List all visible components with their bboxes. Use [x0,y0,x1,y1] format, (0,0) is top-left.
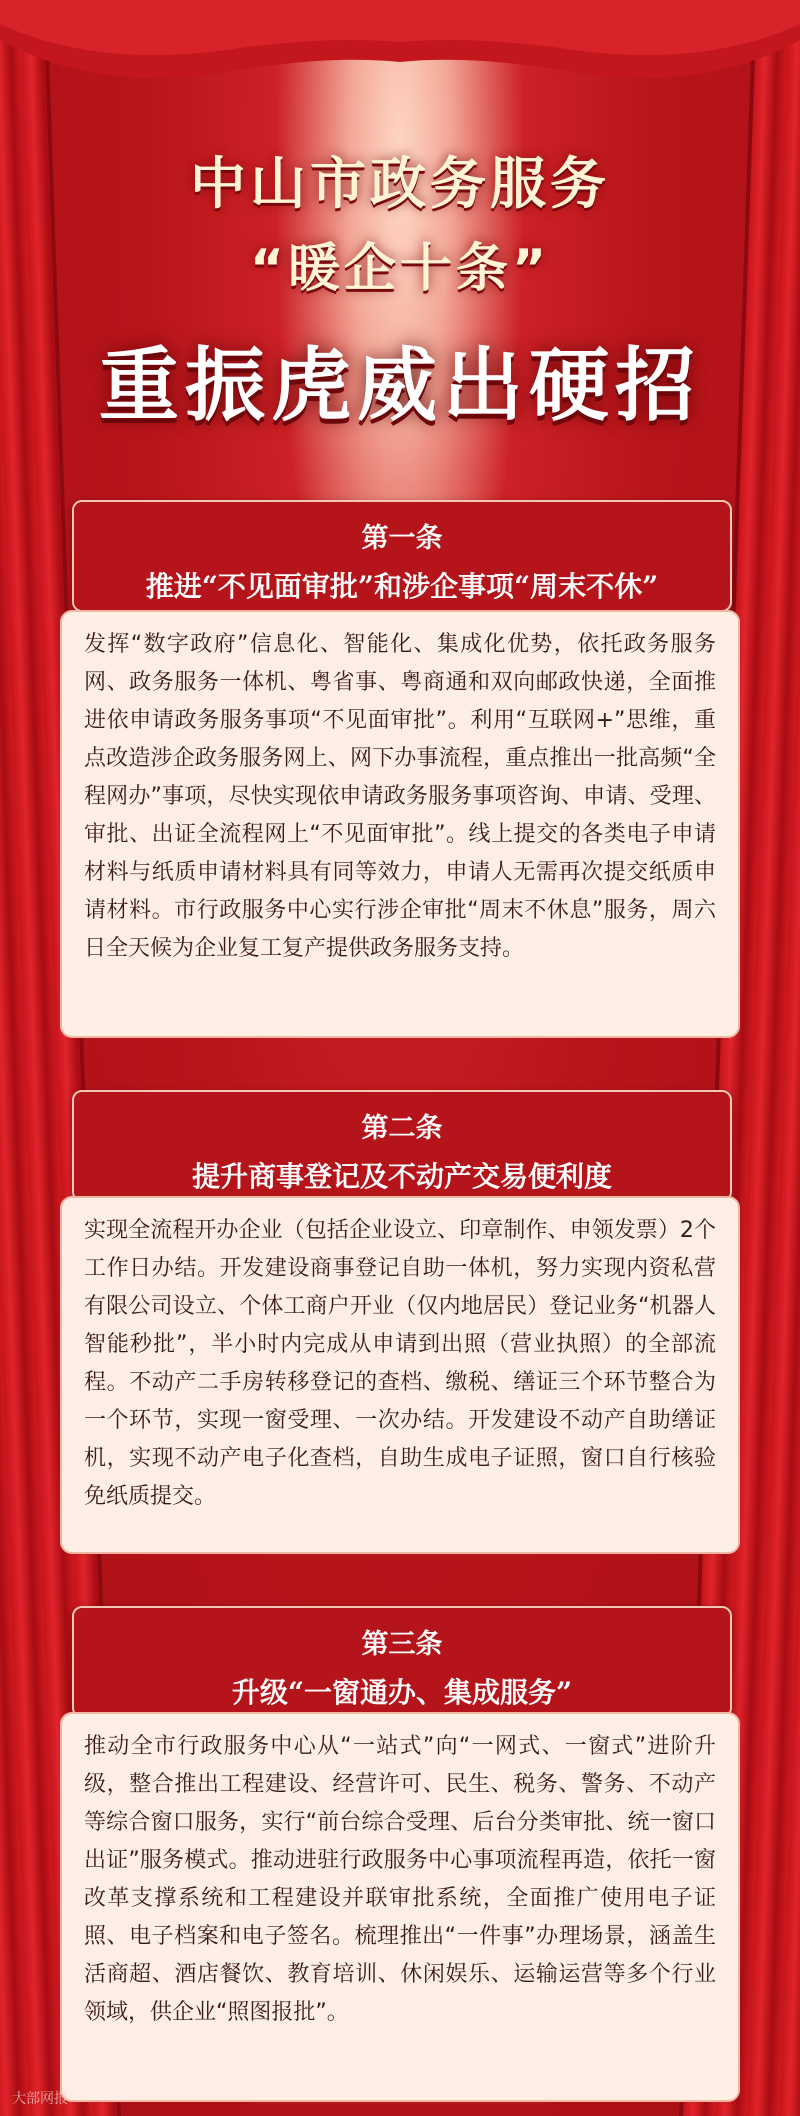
section-1-number: 第一条 [361,523,443,554]
section-1-title: 推进“不见面审批”和涉企事项“周末不休” [145,570,659,603]
section-3-header [72,1606,732,1718]
hero-title-line2: “暖企十条” [249,239,551,299]
watermark-text: 大部网报 [12,2091,68,2107]
section-2-header [72,1090,732,1202]
section-3-number: 第三条 [361,1629,443,1660]
section-2-number: 第二条 [361,1113,443,1144]
hero-title-line1: 中山市政务服务 [190,152,610,217]
hero-slogan: 重振虎威出硬招 [99,339,701,432]
section-1-header [72,500,732,612]
section-3-body: 推动全市行政服务中心从“一站式”向“一网式、一窗式”进阶升级，整合推出工程建设、经营许可、民生、税务、警务、不动产等综合窗口服务，实行“前台综合受理、后台分类审批、统一窗口出证”服务模式。推动进驻行政服务中心事项流程再造，依托一窗改革支撑系统和工程建设并联审批系统，全面推广使用电子证照、电子档案和电子签名。梳理推出“一件事”办理场景，涵盖生活商超、酒店餐饮、教育培训、休闲娱乐、运输运营等多个行业领域，供企业“照图报批”。 [60,1712,740,2102]
top-curtain-valance [0,0,800,110]
hero-title-block [0,140,800,436]
section-2-body: 实现全流程开办企业（包括企业设立、印章制作、申领发票）2个工作日办结。开发建设商事登记自助一体机，努力实现内资私营有限公司设立、个体工商户开业（仅内地居民）登记业务“机器人智能秒批”，半小时内完成从申请到出照（营业执照）的全部流程。不动产二手房转移登记的查档、缴税、缮证三个环节整合为一个环节，实现一窗受理、一次办结。开发建设不动产自助缮证机，实现不动产电子化查档，自助生成电子证照，窗口自行核验免纸质提交。 [60,1196,740,1554]
section-1-body: 发挥“数字政府”信息化、智能化、集成化优势，依托政务服务网、政务服务一体机、粤省事、粤商通和双向邮政快递，全面推进依申请政务服务事项“不见面审批”。利用“互联网+”思维，重点改造涉企政务服务网上、网下办事流程，重点推出一批高频“全程网办”事项，尽快实现依申请政务服务事项咨询、申请、受理、审批、出证全流程网上“不见面审批”。线上提交的各类电子申请材料与纸质申请材料具有同等效力，申请人无需再次提交纸质申请材料。市行政服务中心实行涉企审批“周末不休息”服务，周六日全天候为企业复工复产提供政务服务支持。 [60,610,740,1038]
section-3-title: 升级“一窗通办、集成服务” [231,1676,573,1709]
section-2-title: 提升商事登记及不动产交易便利度 [191,1160,612,1193]
